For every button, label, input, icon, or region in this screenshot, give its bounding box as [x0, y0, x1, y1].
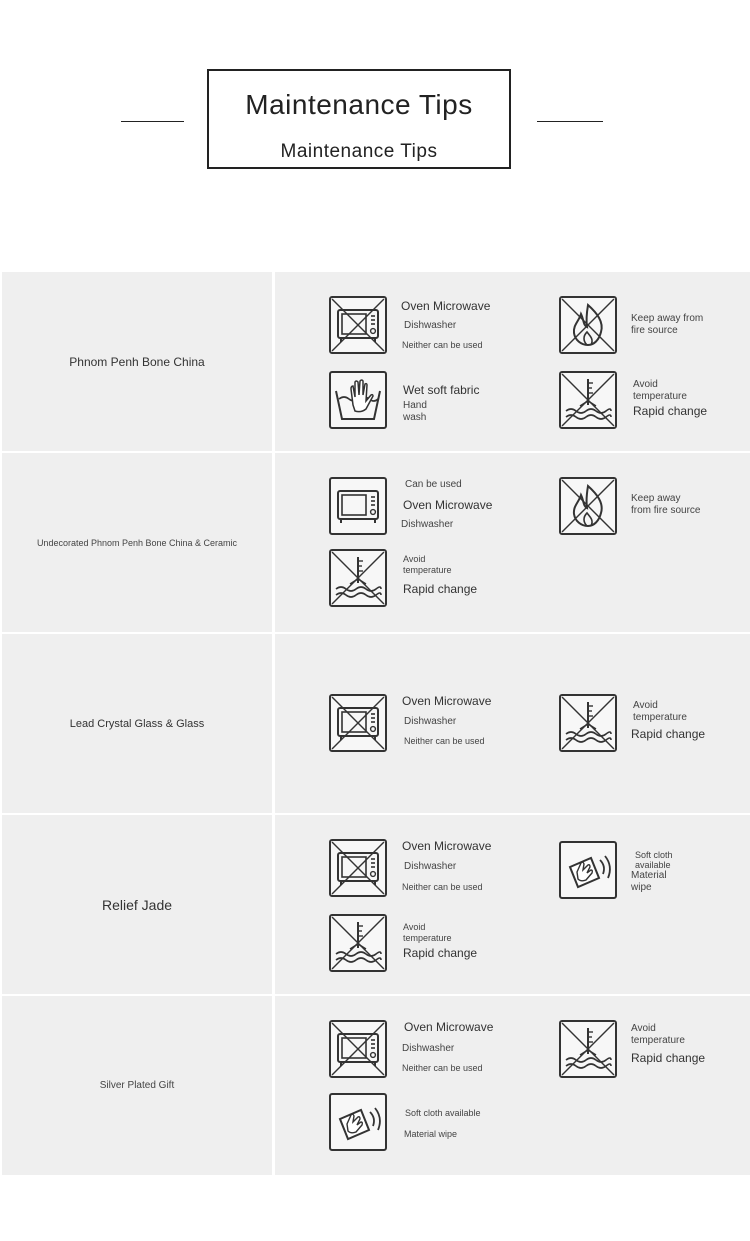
tip-line: Neither can be used [404, 736, 485, 746]
keep-away-fire-icon [559, 477, 617, 535]
tips-cell [275, 453, 750, 632]
avoid-temperature-change-icon [329, 549, 387, 607]
tip-line: Rapid change [631, 1051, 706, 1065]
header-divider-right [537, 121, 603, 122]
tip-line: Wet soft fabric [403, 383, 480, 397]
maintenance-table [2, 272, 750, 1177]
hand-wash-icon [329, 371, 387, 429]
tip-line: Avoid [403, 554, 426, 564]
material-cell [2, 996, 272, 1175]
tip-line: fire source [631, 325, 678, 336]
material-name: Undecorated Phnom Penh Bone China & Ceramic [36, 537, 238, 548]
page-subtitle: Maintenance Tips [280, 141, 438, 162]
material-name: Silver Plated Gift [99, 1080, 175, 1091]
tip-line: Avoid [633, 700, 658, 711]
tips-cell [275, 634, 750, 813]
tips-cell [275, 996, 750, 1175]
tip-line: Neither can be used [402, 1063, 483, 1073]
tip-line: Can be used [405, 479, 462, 490]
tip-line: temperature [403, 933, 452, 943]
tip-line: Dishwasher [404, 320, 457, 331]
tip-line: Dishwasher [401, 519, 454, 530]
avoid-temperature-change-icon [559, 694, 617, 752]
tip-line: Avoid [633, 379, 658, 390]
tip-line: temperature [633, 391, 687, 402]
tip-line: Rapid change [631, 727, 706, 741]
tip-line: Rapid change [403, 582, 478, 596]
soft-cloth-wipe-icon [329, 1093, 387, 1151]
tip-line: temperature [633, 712, 687, 723]
material-cell [2, 453, 272, 632]
material-cell [2, 272, 272, 451]
tip-line: Oven Microwave [401, 299, 491, 313]
tip-line: Rapid change [633, 404, 708, 418]
tip-line: Avoid [403, 922, 426, 932]
material-cell [2, 634, 272, 813]
avoid-temperature-change-icon [559, 1020, 617, 1078]
tip-line: wipe [631, 882, 652, 893]
material-name: Lead Crystal Glass & Glass [69, 717, 205, 730]
tip-line: Hand [403, 400, 427, 411]
no-microwave-dishwasher-icon [329, 694, 387, 752]
tip-line: Material wipe [404, 1129, 458, 1139]
tip-line: Soft cloth [635, 850, 673, 860]
table-row [2, 815, 750, 994]
material-cell [2, 815, 272, 994]
tip-line: Material [631, 870, 667, 881]
tip-line: Soft cloth available [405, 1108, 481, 1118]
no-microwave-dishwasher-icon [329, 839, 387, 897]
soft-cloth-wipe-icon [559, 841, 617, 899]
tips-cell [275, 815, 750, 994]
keep-away-fire-icon [559, 296, 617, 354]
tip-line: Dishwasher [402, 1043, 455, 1054]
tip-line: Avoid [631, 1023, 656, 1034]
tip-line: Oven Microwave [402, 839, 492, 853]
table-row [2, 634, 750, 813]
material-name: Phnom Penh Bone China [69, 354, 205, 369]
tips-cell [275, 272, 750, 451]
tip-line: Rapid change [403, 946, 478, 960]
table-row [2, 453, 750, 632]
material-name: Relief Jade [101, 896, 173, 913]
tip-line: temperature [403, 565, 452, 575]
tip-line: Keep away [631, 493, 681, 504]
tip-line: available [635, 860, 671, 870]
tip-line: Dishwasher [404, 716, 457, 727]
avoid-temperature-change-icon [559, 371, 617, 429]
tip-line: Oven Microwave [404, 1020, 494, 1034]
tip-line: from fire source [631, 505, 701, 516]
title-box [207, 69, 511, 169]
tip-line: Dishwasher [404, 861, 457, 872]
table-row [2, 272, 750, 451]
microwave-dishwasher-ok-icon [329, 477, 387, 535]
page-title: Maintenance Tips [245, 89, 473, 120]
no-microwave-dishwasher-icon [329, 1020, 387, 1078]
tip-line: Neither can be used [402, 882, 483, 892]
header-divider-left [121, 121, 184, 122]
tip-line: Neither can be used [402, 340, 483, 350]
avoid-temperature-change-icon [329, 914, 387, 972]
tip-line: wash [403, 412, 427, 423]
table-row [2, 996, 750, 1175]
tip-line: temperature [631, 1035, 685, 1046]
tip-line: Oven Microwave [402, 694, 492, 708]
tip-line: Keep away from [631, 313, 704, 324]
no-microwave-dishwasher-icon [329, 296, 387, 354]
tip-line: Oven Microwave [403, 498, 493, 512]
